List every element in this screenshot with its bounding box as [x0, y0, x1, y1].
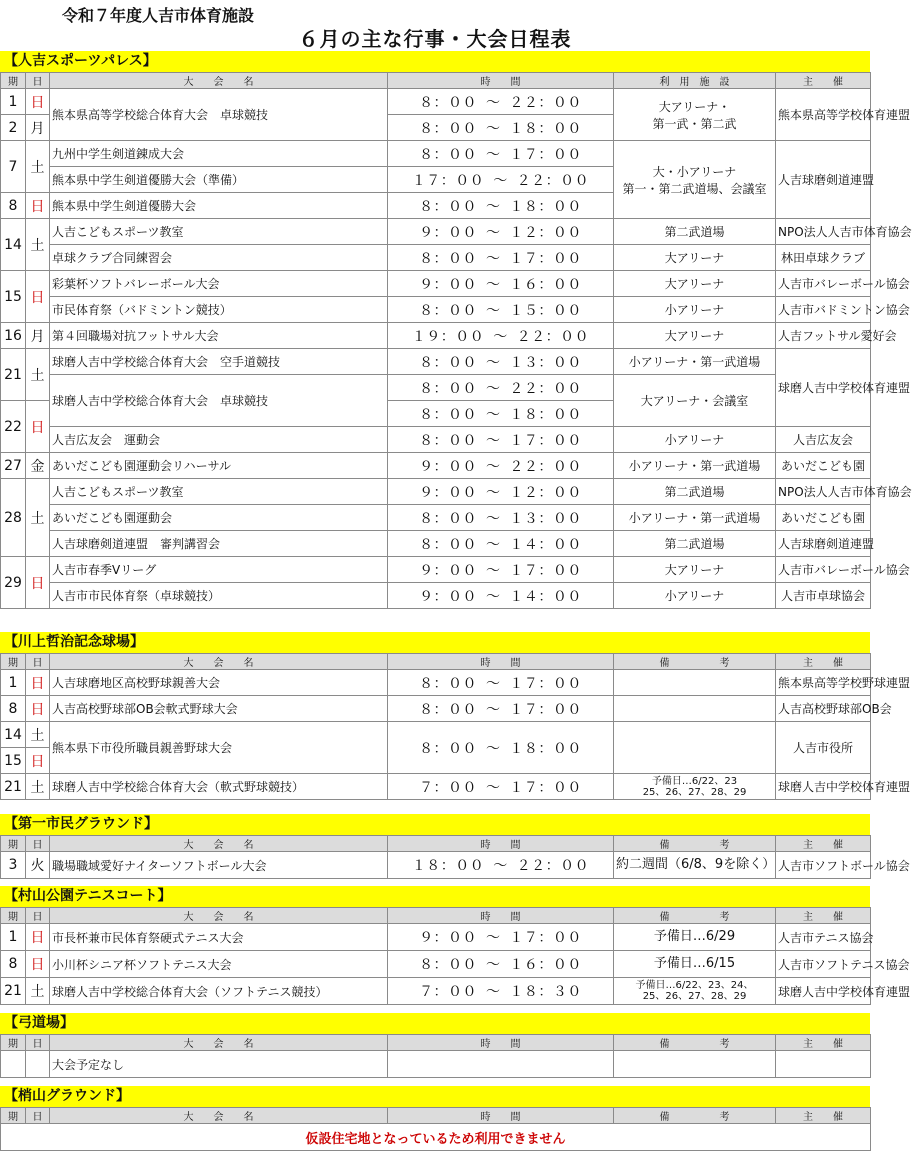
col-header-day: 日	[26, 73, 50, 89]
col-header-note: 備 考	[614, 1108, 776, 1124]
col-header-ki: 期	[1, 654, 26, 670]
col-header-organizer: 主 催	[776, 73, 871, 89]
day-cell: 8	[1, 696, 26, 722]
organizer-cell: 熊本県高等学校野球連盟	[776, 670, 871, 696]
day-cell: 8	[1, 951, 26, 978]
col-header-ki: 期	[1, 73, 26, 89]
header-row	[1, 836, 871, 852]
time-cell: ８：００ 〜 １７：００	[388, 427, 614, 453]
event-name-cell: 人吉高校野球部OB会軟式野球大会	[50, 696, 388, 722]
col-header-organizer: 主 催	[776, 836, 871, 852]
time-cell: ８：００ 〜 １４：００	[388, 531, 614, 557]
table-row	[1, 670, 871, 696]
organizer-cell: 球磨人吉中学校体育連盟	[776, 978, 871, 1005]
time-cell: ８：００ 〜 １６：００	[388, 951, 614, 978]
col-header-time: 時 間	[388, 908, 614, 924]
table-row	[1, 453, 871, 479]
col-header-time: 時 間	[388, 836, 614, 852]
organizer-cell: 人吉高校野球部OB会	[776, 696, 871, 722]
table-row	[1, 852, 871, 879]
organizer-cell: 人吉市卓球協会	[776, 583, 871, 609]
col-header-day: 日	[26, 908, 50, 924]
time-cell: １７：００ 〜 ２２：００	[388, 167, 614, 193]
col-header-day: 日	[26, 1108, 50, 1124]
col-header-organizer: 主 催	[776, 654, 871, 670]
facility-cell: 第二武道場	[614, 219, 776, 245]
col-header-ki: 期	[1, 836, 26, 852]
facility-cell: 小アリーナ	[614, 427, 776, 453]
col-header-note: 備 考	[614, 654, 776, 670]
event-name-cell: 球磨人吉中学校総合体育大会 卓球競技	[50, 375, 388, 427]
note-cell: 予備日…6/29	[614, 924, 776, 951]
note-cell: 予備日…6/22、23、24、 25、26、27、28、29	[614, 978, 776, 1005]
table-row	[1, 557, 871, 583]
weekday-cell: 金	[26, 453, 50, 479]
day-cell: 27	[1, 453, 26, 479]
facility-cell: 大アリーナ・会議室	[614, 375, 776, 427]
header-row	[1, 1035, 871, 1051]
event-name-cell: 市長杯兼市民体育祭硬式テニス大会	[50, 924, 388, 951]
col-header-ki: 期	[1, 1035, 26, 1051]
weekday-cell: 土	[26, 219, 50, 271]
organizer-cell: 人吉市バレーボール協会	[776, 271, 871, 297]
facility-cell: 小アリーナ	[614, 297, 776, 323]
col-header-organizer: 主 催	[776, 1035, 871, 1051]
document-title: ６月の主な行事・大会日程表	[298, 27, 572, 51]
time-cell: ８：００ 〜 １８：００	[388, 193, 614, 219]
col-header-organizer: 主 催	[776, 1108, 871, 1124]
col-header-time: 時 間	[388, 1108, 614, 1124]
day-cell: 1	[1, 670, 26, 696]
event-name-cell: 熊本県下市役所職員親善野球大会	[50, 722, 388, 774]
col-header-facility: 利 用 施 設	[614, 73, 776, 89]
table-row	[1, 427, 871, 453]
event-name-cell: あいだこども園運動会リハーサル	[50, 453, 388, 479]
shoyama-ground-table	[0, 1107, 871, 1151]
time-cell: ８：００ 〜 １３：００	[388, 505, 614, 531]
table-row	[1, 583, 871, 609]
col-header-note: 備 考	[614, 908, 776, 924]
table-row	[1, 479, 871, 505]
note-cell: 予備日…6/15	[614, 951, 776, 978]
day-cell: 3	[1, 852, 26, 879]
event-name-cell: 人吉市春季Vリーグ	[50, 557, 388, 583]
organizer-cell: 人吉市役所	[776, 722, 871, 774]
day-cell: 22	[1, 401, 26, 453]
day-cell	[1, 1051, 26, 1078]
organizer-cell: 人吉市ソフトボール協会	[776, 852, 871, 879]
organizer-cell: あいだこども園	[776, 505, 871, 531]
time-cell: ８：００ 〜 １８：００	[388, 722, 614, 774]
day-cell: 29	[1, 557, 26, 609]
weekday-cell: 日	[26, 951, 50, 978]
event-name-cell: 大会予定なし	[50, 1051, 388, 1078]
time-cell: ８：００ 〜 １７：００	[388, 141, 614, 167]
col-header-time: 時 間	[388, 73, 614, 89]
col-header-note: 備 考	[614, 836, 776, 852]
time-cell: ７：００ 〜 １８：３０	[388, 978, 614, 1005]
organizer-cell	[776, 1051, 871, 1078]
time-cell: ８：００ 〜 １８：００	[388, 401, 614, 427]
kyudo-table	[0, 1034, 871, 1078]
table-row	[1, 141, 871, 167]
col-header-day: 日	[26, 1035, 50, 1051]
sports-palace-table	[0, 72, 912, 609]
header-row	[1, 908, 871, 924]
event-name-cell: 球磨人吉中学校総合体育大会（軟式野球競技）	[50, 774, 388, 800]
time-cell: ９：００ 〜 ２２：００	[388, 453, 614, 479]
time-cell: ７：００ 〜 １７：００	[388, 774, 614, 800]
col-header-event: 大 会 名	[50, 908, 388, 924]
event-name-cell: 九州中学生剣道錬成大会	[50, 141, 388, 167]
time-cell: ９：００ 〜 １２：００	[388, 479, 614, 505]
table-row	[1, 505, 871, 531]
table-row	[1, 349, 871, 375]
day-cell: 15	[1, 748, 26, 774]
time-cell: ９：００ 〜 １６：００	[388, 271, 614, 297]
event-name-cell: 市民体育祭（バドミントン競技）	[50, 297, 388, 323]
event-name-cell: 球磨人吉中学校総合体育大会 空手道競技	[50, 349, 388, 375]
time-cell: ８：００ 〜 １７：００	[388, 670, 614, 696]
day-cell: 1	[1, 89, 26, 115]
note-cell: 約二週間（6/8、9を除く）	[614, 852, 776, 879]
event-name-cell: 熊本県中学生剣道優勝大会	[50, 193, 388, 219]
weekday-cell: 月	[26, 323, 50, 349]
organizer-cell: NPO法人人吉市体育協会	[776, 479, 871, 505]
table-row	[1, 89, 871, 115]
day-cell: 2	[1, 115, 26, 141]
weekday-cell: 火	[26, 852, 50, 879]
facility-cell: 大アリーナ	[614, 323, 776, 349]
table-row	[1, 774, 871, 800]
event-name-cell: 彩葉杯ソフトバレーボール大会	[50, 271, 388, 297]
header-row	[1, 1108, 871, 1124]
header-row	[1, 73, 871, 89]
weekday-cell: 土	[26, 978, 50, 1005]
day-cell: 14	[1, 219, 26, 271]
weekday-cell: 日	[26, 193, 50, 219]
table-row	[1, 531, 871, 557]
time-cell: １８：００ 〜 ２２：００	[388, 852, 614, 879]
event-name-cell: 人吉市市民体育祭（卓球競技）	[50, 583, 388, 609]
organizer-cell: 人吉市テニス協会	[776, 924, 871, 951]
col-header-event: 大 会 名	[50, 1035, 388, 1051]
header-row	[1, 654, 871, 670]
kawakami-stadium-table	[0, 653, 911, 800]
organizer-cell: あいだこども園	[776, 453, 871, 479]
facility-cell: 大アリーナ	[614, 245, 776, 271]
facility-cell: 第二武道場	[614, 479, 776, 505]
section-title-kyudo: 【弓道場】	[0, 1013, 870, 1034]
facility-cell: 第二武道場	[614, 531, 776, 557]
event-name-cell: 人吉球磨地区高校野球親善大会	[50, 670, 388, 696]
time-cell: １９：００ 〜 ２２：００	[388, 323, 614, 349]
col-header-organizer: 主 催	[776, 908, 871, 924]
organizer-cell: 人吉広友会	[776, 427, 871, 453]
weekday-cell: 日	[26, 748, 50, 774]
table-row	[1, 323, 871, 349]
weekday-cell	[26, 1051, 50, 1078]
time-cell: ８：００ 〜 ２２：００	[388, 89, 614, 115]
facility-cell: 大アリーナ	[614, 557, 776, 583]
time-cell: ９：００ 〜 １２：００	[388, 219, 614, 245]
organizer-cell: 球磨人吉中学校体育連盟	[776, 774, 871, 800]
day-cell: 15	[1, 271, 26, 323]
facility-cell: 小アリーナ	[614, 583, 776, 609]
day-cell: 21	[1, 774, 26, 800]
event-name-cell: 人吉球磨剣道連盟 審判講習会	[50, 531, 388, 557]
daiichi-ground-table	[0, 835, 910, 879]
table-row	[1, 245, 871, 271]
event-name-cell: 小川杯シニア杯ソフトテニス大会	[50, 951, 388, 978]
table-row	[1, 1124, 871, 1151]
event-name-cell: あいだこども園運動会	[50, 505, 388, 531]
time-cell: ９：００ 〜 １７：００	[388, 924, 614, 951]
event-name-cell: 人吉こどもスポーツ教室	[50, 219, 388, 245]
col-header-day: 日	[26, 836, 50, 852]
event-name-cell: 人吉広友会 運動会	[50, 427, 388, 453]
day-cell: 28	[1, 479, 26, 557]
organizer-cell: 林田卓球クラブ	[776, 245, 871, 271]
day-cell: 8	[1, 193, 26, 219]
weekday-cell: 日	[26, 924, 50, 951]
col-header-ki: 期	[1, 908, 26, 924]
event-name-cell: 球磨人吉中学校総合体育大会（ソフトテニス競技）	[50, 978, 388, 1005]
facility-cell: 大アリーナ・ 第一武・第二武	[614, 89, 776, 141]
section-title-daiichi-ground: 【第一市民グラウンド】	[0, 814, 870, 835]
table-row	[1, 271, 871, 297]
time-cell: ８：００ 〜 １３：００	[388, 349, 614, 375]
day-cell: 7	[1, 141, 26, 193]
weekday-cell: 土	[26, 479, 50, 557]
weekday-cell: 土	[26, 722, 50, 748]
weekday-cell: 土	[26, 349, 50, 401]
unavailable-notice: 仮設住宅地となっているため利用できません	[1, 1124, 871, 1151]
weekday-cell: 日	[26, 401, 50, 453]
time-cell: ８：００ 〜 １７：００	[388, 696, 614, 722]
murayama-tennis-table	[0, 907, 911, 1005]
organizer-cell: 人吉球磨剣道連盟	[776, 141, 871, 219]
note-cell	[614, 670, 776, 696]
section-title-sports-palace: 【人吉スポーツパレス】	[0, 51, 870, 72]
weekday-cell: 日	[26, 89, 50, 115]
time-cell: ８：００ 〜 １５：００	[388, 297, 614, 323]
organizer-cell: 人吉市バレーボール協会	[776, 557, 871, 583]
col-header-time: 時 間	[388, 1035, 614, 1051]
col-header-note: 備 考	[614, 1035, 776, 1051]
facility-cell: 小アリーナ・第一武道場	[614, 349, 776, 375]
event-name-cell: 卓球クラブ合同練習会	[50, 245, 388, 271]
col-header-event: 大 会 名	[50, 654, 388, 670]
organizer-cell: 球磨人吉中学校体育連盟	[776, 349, 871, 427]
weekday-cell: 日	[26, 670, 50, 696]
col-header-event: 大 会 名	[50, 836, 388, 852]
facility-cell: 小アリーナ・第一武道場	[614, 505, 776, 531]
time-cell: ８：００ 〜 １８：００	[388, 115, 614, 141]
table-row	[1, 219, 871, 245]
organizer-cell: 熊本県高等学校体育連盟	[776, 89, 871, 141]
day-cell: 16	[1, 323, 26, 349]
col-header-day: 日	[26, 654, 50, 670]
col-header-event: 大 会 名	[50, 1108, 388, 1124]
day-cell: 21	[1, 349, 26, 401]
facility-cell: 大アリーナ	[614, 271, 776, 297]
table-row	[1, 1051, 871, 1078]
event-name-cell: 職場職域愛好ナイターソフトボール大会	[50, 852, 388, 879]
col-header-time: 時 間	[388, 654, 614, 670]
time-cell: ９：００ 〜 １４：００	[388, 583, 614, 609]
section-title-shoyama-ground: 【梢山グラウンド】	[0, 1086, 870, 1107]
weekday-cell: 日	[26, 557, 50, 609]
facility-cell: 小アリーナ・第一武道場	[614, 453, 776, 479]
table-row	[1, 297, 871, 323]
organizer-cell: 人吉市バドミントン協会	[776, 297, 871, 323]
table-row	[1, 696, 871, 722]
event-name-cell: 人吉こどもスポーツ教室	[50, 479, 388, 505]
time-cell: ８：００ 〜 ２２：００	[388, 375, 614, 401]
weekday-cell: 土	[26, 141, 50, 193]
weekday-cell: 日	[26, 271, 50, 323]
section-title-murayama-tennis: 【村山公園テニスコート】	[0, 886, 870, 907]
note-cell	[614, 1051, 776, 1078]
weekday-cell: 日	[26, 696, 50, 722]
table-row	[1, 924, 871, 951]
table-row	[1, 978, 871, 1005]
note-cell	[614, 696, 776, 722]
time-cell: ８：００ 〜 １７：００	[388, 245, 614, 271]
section-title-kawakami-stadium: 【川上哲治記念球場】	[0, 632, 870, 653]
time-cell: ９：００ 〜 １７：００	[388, 557, 614, 583]
table-row	[1, 375, 871, 401]
weekday-cell: 月	[26, 115, 50, 141]
document-subtitle: 令和７年度人吉市体育施設	[62, 6, 255, 25]
event-name-cell: 熊本県中学生剣道優勝大会（準備）	[50, 167, 388, 193]
weekday-cell: 土	[26, 774, 50, 800]
facility-cell: 大・小アリーナ 第一・第二武道場、会議室	[614, 141, 776, 219]
table-row	[1, 722, 871, 748]
col-header-ki: 期	[1, 1108, 26, 1124]
organizer-cell: NPO法人人吉市体育協会	[776, 219, 871, 245]
event-name-cell: 第４回職場対抗フットサル大会	[50, 323, 388, 349]
organizer-cell: 人吉フットサル愛好会	[776, 323, 871, 349]
organizer-cell: 人吉市ソフトテニス協会	[776, 951, 871, 978]
time-cell	[388, 1051, 614, 1078]
event-name-cell: 熊本県高等学校総合体育大会 卓球競技	[50, 89, 388, 141]
table-row	[1, 951, 871, 978]
note-cell: 予備日…6/22、23 25、26、27、28、29	[614, 774, 776, 800]
day-cell: 14	[1, 722, 26, 748]
note-cell	[614, 722, 776, 774]
col-header-event: 大 会 名	[50, 73, 388, 89]
day-cell: 1	[1, 924, 26, 951]
day-cell: 21	[1, 978, 26, 1005]
organizer-cell: 人吉球磨剣道連盟	[776, 531, 871, 557]
